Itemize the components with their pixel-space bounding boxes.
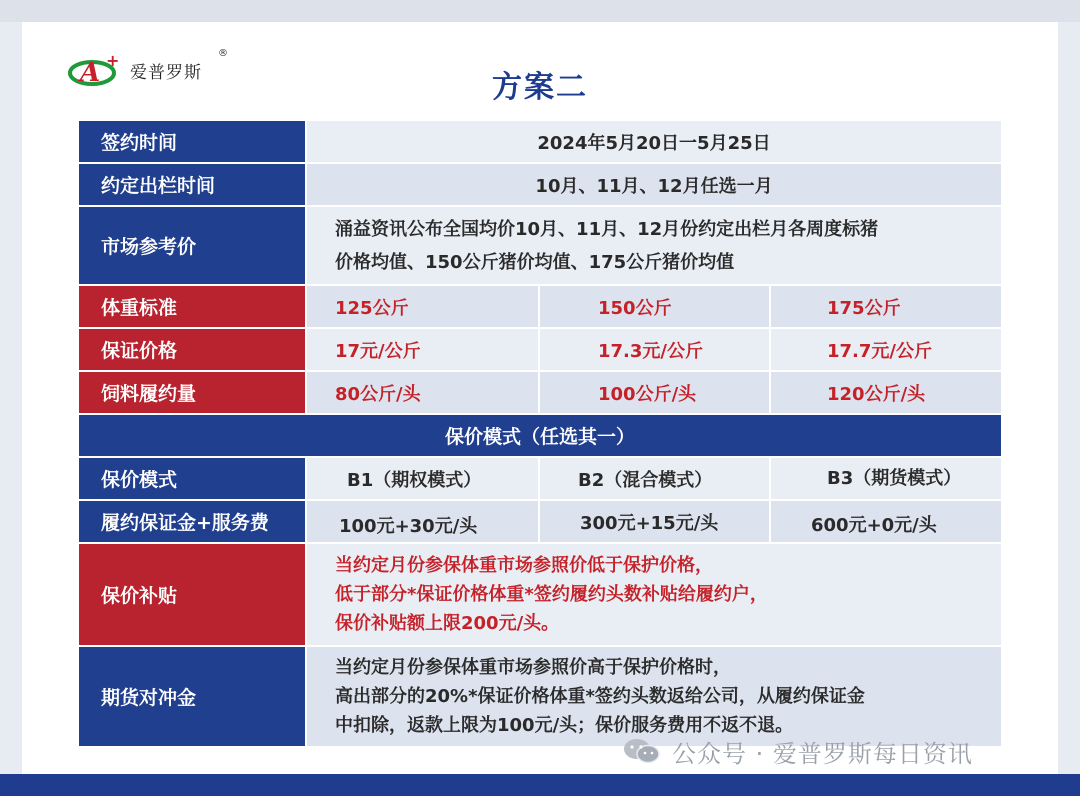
wechat-icon xyxy=(622,736,662,766)
guarantee-price-3: 17.7元/公斤 xyxy=(771,329,1001,370)
feed-100: 100公斤/头 xyxy=(540,372,769,413)
deposit-b1: 100元+30元/头 xyxy=(307,501,538,542)
deposit-b3: 600元+0元/头 xyxy=(771,501,1001,542)
label-sign-time: 签约时间 xyxy=(79,121,305,162)
hedge-line-2: 高出部分的20%*保证价格体重*签约头数返给公司，从履约保证金 xyxy=(335,686,865,707)
watermark-text: 公众号 · 爱普罗斯每日资讯 xyxy=(672,739,973,768)
label-guarantee-price: 保证价格 xyxy=(79,329,305,370)
weight-175: 175公斤 xyxy=(771,286,1001,327)
top-band xyxy=(0,0,1080,22)
mode-banner: 保价模式（任选其一） xyxy=(79,415,1001,456)
subsidy-line-3: 保价补贴额上限200元/头。 xyxy=(335,613,560,634)
label-subsidy: 保价补贴 xyxy=(79,544,305,645)
weight-150: 150公斤 xyxy=(540,286,769,327)
value-subsidy xyxy=(307,544,1001,645)
label-feed: 饲料履约量 xyxy=(79,372,305,413)
mode-b3: B3（期货模式） xyxy=(771,458,1001,499)
value-slaughter-time: 10月、11月、12月任选一月 xyxy=(307,164,1001,205)
label-weight: 体重标准 xyxy=(79,286,305,327)
value-market-price xyxy=(307,207,1001,284)
guarantee-price-1: 17元/公斤 xyxy=(307,329,538,370)
market-price-line-2: 价格均值、150公斤猪价均值、175公斤猪价均值 xyxy=(335,251,735,273)
weight-125: 125公斤 xyxy=(307,286,538,327)
guarantee-price-2: 17.3元/公斤 xyxy=(540,329,769,370)
value-hedge xyxy=(307,647,1001,746)
registered-mark: ® xyxy=(218,48,228,59)
value-sign-time: 2024年5月20日一5月25日 xyxy=(307,121,1001,162)
subsidy-line-1: 当约定月份参保体重市场参照价低于保护价格， xyxy=(335,555,713,576)
svg-text:+: + xyxy=(106,53,120,70)
mode-b1: B1（期权模式） xyxy=(307,458,538,499)
hedge-line-1: 当约定月份参保体重市场参照价高于保护价格时， xyxy=(335,657,731,678)
label-hedge: 期货对冲金 xyxy=(79,647,305,746)
market-price-line-1: 涌益资讯公布全国均价10月、11月、12月份约定出栏月各周度标猪 xyxy=(335,218,879,240)
svg-text:A: A xyxy=(80,58,101,87)
deposit-b2: 300元+15元/头 xyxy=(540,501,769,542)
wechat-watermark xyxy=(622,734,973,768)
subsidy-line-2: 低于部分*保证价格体重*签约履约头数补贴给履约户， xyxy=(335,584,768,605)
label-deposit: 履约保证金+服务费 xyxy=(79,501,305,542)
brand-name: 爱普罗斯 xyxy=(130,62,202,83)
page-title: 方案二 xyxy=(492,70,588,105)
mode-b2: B2（混合模式） xyxy=(540,458,769,499)
bottom-band xyxy=(0,774,1080,796)
feed-120: 120公斤/头 xyxy=(771,372,1001,413)
label-market-price: 市场参考价 xyxy=(79,207,305,284)
label-mode: 保价模式 xyxy=(79,458,305,499)
label-slaughter-time: 约定出栏时间 xyxy=(79,164,305,205)
hedge-line-3: 中扣除，返款上限为100元/头；保价服务费用不返不退。 xyxy=(335,715,794,736)
feed-80: 80公斤/头 xyxy=(307,372,538,413)
